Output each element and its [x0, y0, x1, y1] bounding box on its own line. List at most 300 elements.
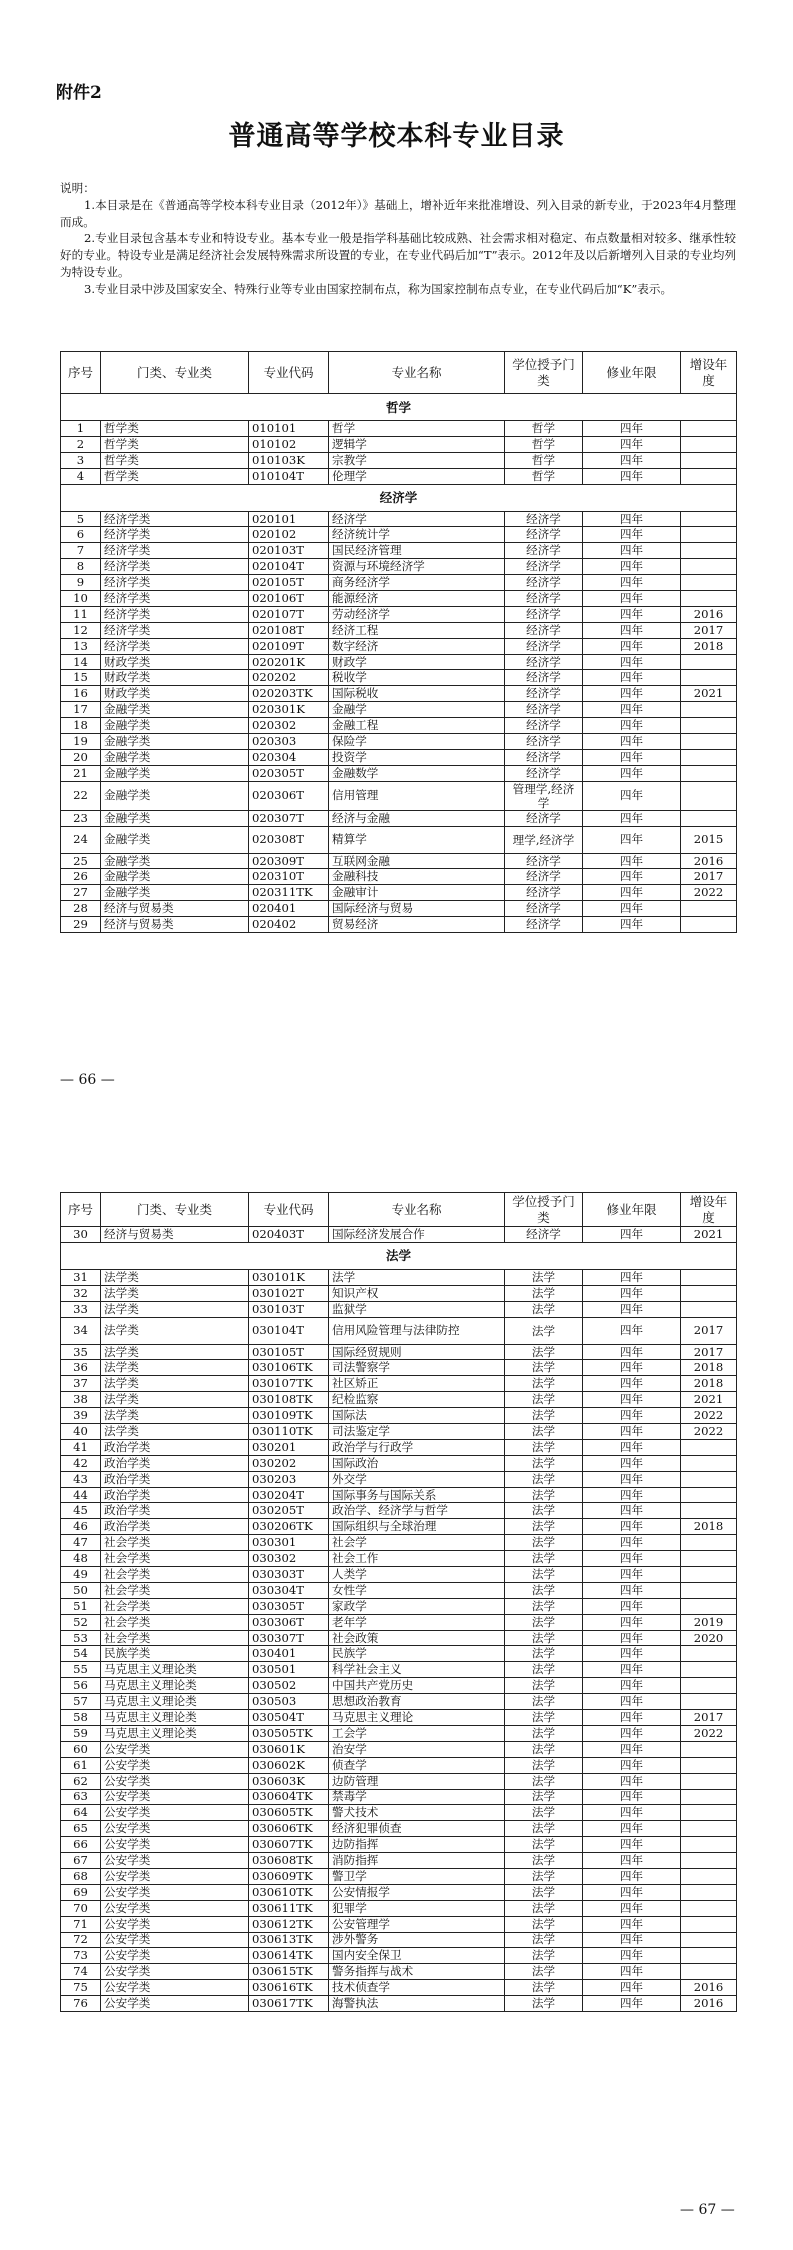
row-major-name: 数字经济 — [329, 638, 505, 654]
row-code: 030102T — [249, 1285, 329, 1301]
row-years: 四年 — [583, 1757, 681, 1773]
row-code: 020108T — [249, 622, 329, 638]
row-degree: 法学 — [505, 1694, 583, 1710]
row-degree: 法学 — [505, 1317, 583, 1344]
section-row — [61, 484, 737, 511]
row-degree: 法学 — [505, 1503, 583, 1519]
row-years: 四年 — [583, 1932, 681, 1948]
row-code: 030203 — [249, 1471, 329, 1487]
row-year-added — [681, 1757, 737, 1773]
table-row — [61, 1773, 737, 1789]
row-degree: 经济学 — [505, 765, 583, 781]
row-year-added — [681, 1551, 737, 1567]
attachment-label: 附件2 — [56, 83, 102, 103]
table-row — [61, 575, 737, 591]
row-category: 公安学类 — [101, 1900, 249, 1916]
table-row — [61, 686, 737, 702]
row-number: 30 — [61, 1227, 101, 1243]
row-number: 20 — [61, 749, 101, 765]
row-code: 010103K — [249, 452, 329, 468]
row-years: 四年 — [583, 670, 681, 686]
table-row — [61, 1980, 737, 1996]
row-number: 2 — [61, 436, 101, 452]
row-major-name: 国民经济管理 — [329, 543, 505, 559]
row-year-added — [681, 1678, 737, 1694]
row-major-name: 人类学 — [329, 1567, 505, 1583]
row-code: 030610TK — [249, 1884, 329, 1900]
row-degree: 经济学 — [505, 654, 583, 670]
row-year-added — [681, 1805, 737, 1821]
row-year-added — [681, 1741, 737, 1757]
row-years: 四年 — [583, 1678, 681, 1694]
row-major-name: 司法鉴定学 — [329, 1424, 505, 1440]
row-code: 020203TK — [249, 686, 329, 702]
table-row — [61, 421, 737, 437]
row-major-name: 外交学 — [329, 1471, 505, 1487]
row-major-name: 涉外警务 — [329, 1932, 505, 1948]
row-major-name: 国际组织与全球治理 — [329, 1519, 505, 1535]
row-degree: 经济学 — [505, 575, 583, 591]
row-number: 56 — [61, 1678, 101, 1694]
row-degree: 法学 — [505, 1821, 583, 1837]
row-number: 59 — [61, 1725, 101, 1741]
row-major-name: 贸易经济 — [329, 917, 505, 933]
row-major-name: 国际经贸规则 — [329, 1344, 505, 1360]
table-row — [61, 1678, 737, 1694]
row-category: 公安学类 — [101, 1964, 249, 1980]
row-category: 金融学类 — [101, 765, 249, 781]
row-years: 四年 — [583, 1773, 681, 1789]
header-code: 专业代码 — [249, 1193, 329, 1227]
row-degree: 法学 — [505, 1598, 583, 1614]
row-degree: 经济学 — [505, 1227, 583, 1243]
row-category: 公安学类 — [101, 1916, 249, 1932]
row-number: 9 — [61, 575, 101, 591]
row-code: 030609TK — [249, 1868, 329, 1884]
table-row — [61, 1646, 737, 1662]
row-degree: 哲学 — [505, 452, 583, 468]
row-category: 马克思主义理论类 — [101, 1662, 249, 1678]
table-row — [61, 1269, 737, 1285]
row-degree: 经济学 — [505, 686, 583, 702]
row-year-added — [681, 1471, 737, 1487]
row-year-added — [681, 781, 737, 810]
row-number: 50 — [61, 1582, 101, 1598]
row-number: 55 — [61, 1662, 101, 1678]
table-row — [61, 1948, 737, 1964]
row-major-name: 知识产权 — [329, 1285, 505, 1301]
row-years: 四年 — [583, 575, 681, 591]
row-year-added: 2017 — [681, 869, 737, 885]
row-major-name: 科学社会主义 — [329, 1662, 505, 1678]
row-year-added — [681, 1598, 737, 1614]
row-major-name: 保险学 — [329, 734, 505, 750]
row-code: 020202 — [249, 670, 329, 686]
row-major-name: 海警执法 — [329, 1996, 505, 2012]
row-code: 030108TK — [249, 1392, 329, 1408]
row-years: 四年 — [583, 810, 681, 826]
row-code: 010102 — [249, 436, 329, 452]
row-major-name: 监狱学 — [329, 1301, 505, 1317]
row-number: 28 — [61, 901, 101, 917]
table-row — [61, 1567, 737, 1583]
table-row — [61, 1285, 737, 1301]
row-number: 72 — [61, 1932, 101, 1948]
row-code: 010101 — [249, 421, 329, 437]
row-year-added — [681, 1821, 737, 1837]
row-number: 43 — [61, 1471, 101, 1487]
row-code: 030502 — [249, 1678, 329, 1694]
row-year-added: 2017 — [681, 1710, 737, 1726]
row-degree: 法学 — [505, 1582, 583, 1598]
row-years: 四年 — [583, 1408, 681, 1424]
table-row — [61, 527, 737, 543]
row-major-name: 金融工程 — [329, 718, 505, 734]
row-number: 67 — [61, 1853, 101, 1869]
row-degree: 法学 — [505, 1344, 583, 1360]
row-years: 四年 — [583, 606, 681, 622]
section-title: 哲学 — [61, 394, 737, 421]
row-number: 16 — [61, 686, 101, 702]
row-degree: 法学 — [505, 1996, 583, 2012]
row-code: 030617TK — [249, 1996, 329, 2012]
row-major-name: 经济与金融 — [329, 810, 505, 826]
table-row — [61, 1582, 737, 1598]
table-row — [61, 1805, 737, 1821]
row-degree: 法学 — [505, 1439, 583, 1455]
row-category: 政治学类 — [101, 1519, 249, 1535]
row-code: 030302 — [249, 1551, 329, 1567]
row-number: 57 — [61, 1694, 101, 1710]
row-code: 030306T — [249, 1614, 329, 1630]
notes — [60, 180, 736, 298]
row-years: 四年 — [583, 1360, 681, 1376]
row-year-added: 2016 — [681, 1980, 737, 1996]
table-row — [61, 885, 737, 901]
row-category: 公安学类 — [101, 1948, 249, 1964]
table-row — [61, 1789, 737, 1805]
row-years: 四年 — [583, 1317, 681, 1344]
row-year-added: 2017 — [681, 622, 737, 638]
row-category: 法学类 — [101, 1317, 249, 1344]
row-code: 030401 — [249, 1646, 329, 1662]
row-code: 030602K — [249, 1757, 329, 1773]
row-category: 民族学类 — [101, 1646, 249, 1662]
row-year-added — [681, 1837, 737, 1853]
row-years: 四年 — [583, 1376, 681, 1392]
table-row — [61, 1519, 737, 1535]
row-number: 44 — [61, 1487, 101, 1503]
table-row — [61, 1725, 737, 1741]
row-number: 36 — [61, 1360, 101, 1376]
row-code: 030305T — [249, 1598, 329, 1614]
row-year-added — [681, 670, 737, 686]
row-category: 政治学类 — [101, 1503, 249, 1519]
row-degree: 经济学 — [505, 591, 583, 607]
row-year-added: 2018 — [681, 638, 737, 654]
row-number: 21 — [61, 765, 101, 781]
row-category: 经济学类 — [101, 511, 249, 527]
row-number: 58 — [61, 1710, 101, 1726]
row-degree: 法学 — [505, 1424, 583, 1440]
row-degree: 哲学 — [505, 468, 583, 484]
row-major-name: 侦查学 — [329, 1757, 505, 1773]
table-row — [61, 1344, 737, 1360]
table-row — [61, 1317, 737, 1344]
row-category: 哲学类 — [101, 421, 249, 437]
row-major-name: 公安管理学 — [329, 1916, 505, 1932]
row-major-name: 政治学与行政学 — [329, 1439, 505, 1455]
page-number: — 67 — — [680, 2202, 735, 2218]
row-degree: 经济学 — [505, 559, 583, 575]
row-category: 法学类 — [101, 1424, 249, 1440]
row-major-name: 老年学 — [329, 1614, 505, 1630]
table-row — [61, 853, 737, 869]
row-number: 5 — [61, 511, 101, 527]
row-degree: 法学 — [505, 1392, 583, 1408]
row-degree: 经济学 — [505, 511, 583, 527]
row-year-added: 2018 — [681, 1360, 737, 1376]
row-year-added — [681, 810, 737, 826]
row-code: 030608TK — [249, 1853, 329, 1869]
row-years: 四年 — [583, 1455, 681, 1471]
row-major-name: 税收学 — [329, 670, 505, 686]
row-code: 030205T — [249, 1503, 329, 1519]
row-category: 马克思主义理论类 — [101, 1725, 249, 1741]
row-degree: 法学 — [505, 1980, 583, 1996]
row-year-added — [681, 1694, 737, 1710]
row-number: 38 — [61, 1392, 101, 1408]
row-major-name: 边防指挥 — [329, 1837, 505, 1853]
row-year-added: 2016 — [681, 1996, 737, 2012]
row-year-added — [681, 559, 737, 575]
row-years: 四年 — [583, 1805, 681, 1821]
row-code: 030107TK — [249, 1376, 329, 1392]
row-major-name: 金融科技 — [329, 869, 505, 885]
table-row — [61, 452, 737, 468]
row-degree: 法学 — [505, 1725, 583, 1741]
row-degree: 法学 — [505, 1662, 583, 1678]
row-code: 030606TK — [249, 1821, 329, 1837]
row-years: 四年 — [583, 1837, 681, 1853]
row-degree: 理学,经济学 — [505, 826, 583, 853]
row-year-added: 2022 — [681, 1725, 737, 1741]
row-degree: 法学 — [505, 1932, 583, 1948]
row-degree: 经济学 — [505, 734, 583, 750]
row-years: 四年 — [583, 1694, 681, 1710]
row-major-name: 国际经济发展合作 — [329, 1227, 505, 1243]
row-number: 70 — [61, 1900, 101, 1916]
row-years: 四年 — [583, 1344, 681, 1360]
row-years: 四年 — [583, 527, 681, 543]
row-number: 61 — [61, 1757, 101, 1773]
row-year-added: 2018 — [681, 1519, 737, 1535]
row-degree: 法学 — [505, 1614, 583, 1630]
row-category: 社会学类 — [101, 1535, 249, 1551]
row-category: 法学类 — [101, 1269, 249, 1285]
row-year-added — [681, 1884, 737, 1900]
row-degree: 法学 — [505, 1630, 583, 1646]
row-degree: 经济学 — [505, 543, 583, 559]
row-years: 四年 — [583, 702, 681, 718]
table-row — [61, 1900, 737, 1916]
table-row — [61, 1837, 737, 1853]
row-number: 1 — [61, 421, 101, 437]
table-row — [61, 781, 737, 810]
row-category: 公安学类 — [101, 1996, 249, 2012]
row-major-name: 信用风险管理与法律防控 — [329, 1317, 505, 1344]
row-major-name: 治安学 — [329, 1741, 505, 1757]
table-row — [61, 1741, 737, 1757]
row-years: 四年 — [583, 1789, 681, 1805]
catalog-table-page-2 — [60, 1192, 737, 2012]
row-category: 法学类 — [101, 1360, 249, 1376]
row-number: 23 — [61, 810, 101, 826]
row-number: 52 — [61, 1614, 101, 1630]
row-number: 32 — [61, 1285, 101, 1301]
row-year-added — [681, 452, 737, 468]
row-category: 经济学类 — [101, 527, 249, 543]
row-year-added — [681, 511, 737, 527]
row-major-name: 社会工作 — [329, 1551, 505, 1567]
row-category: 政治学类 — [101, 1487, 249, 1503]
row-years: 四年 — [583, 826, 681, 853]
row-category: 财政学类 — [101, 686, 249, 702]
row-degree: 哲学 — [505, 436, 583, 452]
row-major-name: 互联网金融 — [329, 853, 505, 869]
row-code: 020302 — [249, 718, 329, 734]
row-degree: 法学 — [505, 1710, 583, 1726]
section-row — [61, 394, 737, 421]
row-major-name: 商务经济学 — [329, 575, 505, 591]
table-row — [61, 718, 737, 734]
row-years: 四年 — [583, 885, 681, 901]
row-number: 40 — [61, 1424, 101, 1440]
row-code: 030303T — [249, 1567, 329, 1583]
row-code: 030615TK — [249, 1964, 329, 1980]
table-row — [61, 1408, 737, 1424]
header-degree: 学位授予门类 — [505, 352, 583, 394]
row-category: 法学类 — [101, 1344, 249, 1360]
row-degree: 法学 — [505, 1837, 583, 1853]
row-year-added — [681, 1948, 737, 1964]
row-major-name: 警务指挥与战术 — [329, 1964, 505, 1980]
row-years: 四年 — [583, 654, 681, 670]
row-code: 030612TK — [249, 1916, 329, 1932]
table-row — [61, 1996, 737, 2012]
row-major-name: 哲学 — [329, 421, 505, 437]
row-number: 27 — [61, 885, 101, 901]
row-years: 四年 — [583, 1630, 681, 1646]
row-degree: 法学 — [505, 1376, 583, 1392]
table-row — [61, 436, 737, 452]
row-year-added: 2016 — [681, 853, 737, 869]
page-title: 普通高等学校本科专业目录 — [228, 121, 565, 152]
row-code: 020303 — [249, 734, 329, 750]
row-number: 65 — [61, 1821, 101, 1837]
row-code: 030206TK — [249, 1519, 329, 1535]
row-year-added — [681, 1868, 737, 1884]
row-major-name: 中国共产党历史 — [329, 1678, 505, 1694]
row-years: 四年 — [583, 1821, 681, 1837]
table-row — [61, 1853, 737, 1869]
row-year-added: 2021 — [681, 686, 737, 702]
row-major-name: 家政学 — [329, 1598, 505, 1614]
row-number: 17 — [61, 702, 101, 718]
row-category: 经济与贸易类 — [101, 901, 249, 917]
row-years: 四年 — [583, 1948, 681, 1964]
table-row — [61, 1868, 737, 1884]
section-title: 法学 — [61, 1242, 737, 1269]
row-major-name: 警卫学 — [329, 1868, 505, 1884]
row-major-name: 社会学 — [329, 1535, 505, 1551]
row-years: 四年 — [583, 749, 681, 765]
row-code: 030601K — [249, 1741, 329, 1757]
table-row — [61, 1694, 737, 1710]
catalog-table-page-1 — [60, 351, 737, 933]
row-major-name: 马克思主义理论 — [329, 1710, 505, 1726]
row-years: 四年 — [583, 591, 681, 607]
row-number: 19 — [61, 734, 101, 750]
row-number: 74 — [61, 1964, 101, 1980]
row-category: 公安学类 — [101, 1932, 249, 1948]
header-degree: 学位授予门类 — [505, 1193, 583, 1227]
row-year-added: 2022 — [681, 1408, 737, 1424]
row-years: 四年 — [583, 1301, 681, 1317]
row-category: 法学类 — [101, 1408, 249, 1424]
row-years: 四年 — [583, 1614, 681, 1630]
row-years: 四年 — [583, 468, 681, 484]
row-code: 020104T — [249, 559, 329, 575]
row-code: 020311TK — [249, 885, 329, 901]
row-code: 020103T — [249, 543, 329, 559]
row-year-added — [681, 527, 737, 543]
row-major-name: 劳动经济学 — [329, 606, 505, 622]
table-row — [61, 1535, 737, 1551]
row-number: 53 — [61, 1630, 101, 1646]
row-major-name: 国际税收 — [329, 686, 505, 702]
row-major-name: 纪检监察 — [329, 1392, 505, 1408]
row-degree: 经济学 — [505, 670, 583, 686]
row-major-name: 警犬技术 — [329, 1805, 505, 1821]
row-year-added — [681, 1567, 737, 1583]
table-row — [61, 1598, 737, 1614]
table-row — [61, 511, 737, 527]
row-category: 公安学类 — [101, 1773, 249, 1789]
note-item: 3.专业目录中涉及国家安全、特殊行业等专业由国家控制布点，称为国家控制布点专业，在专业代码后加“K”表示。 — [84, 281, 673, 296]
row-year-added — [681, 1503, 737, 1519]
row-major-name: 禁毒学 — [329, 1789, 505, 1805]
row-years: 四年 — [583, 559, 681, 575]
row-years: 四年 — [583, 686, 681, 702]
row-major-name: 社会政策 — [329, 1630, 505, 1646]
row-years: 四年 — [583, 1646, 681, 1662]
row-number: 51 — [61, 1598, 101, 1614]
row-years: 四年 — [583, 718, 681, 734]
header-name: 专业名称 — [329, 352, 505, 394]
row-years: 四年 — [583, 1269, 681, 1285]
table-row — [61, 543, 737, 559]
row-year-added — [681, 734, 737, 750]
table-row — [61, 826, 737, 853]
row-major-name: 犯罪学 — [329, 1900, 505, 1916]
row-major-name: 经济学 — [329, 511, 505, 527]
row-degree: 法学 — [505, 1646, 583, 1662]
table-row — [61, 591, 737, 607]
table-row — [61, 1360, 737, 1376]
row-number: 22 — [61, 781, 101, 810]
row-number: 48 — [61, 1551, 101, 1567]
